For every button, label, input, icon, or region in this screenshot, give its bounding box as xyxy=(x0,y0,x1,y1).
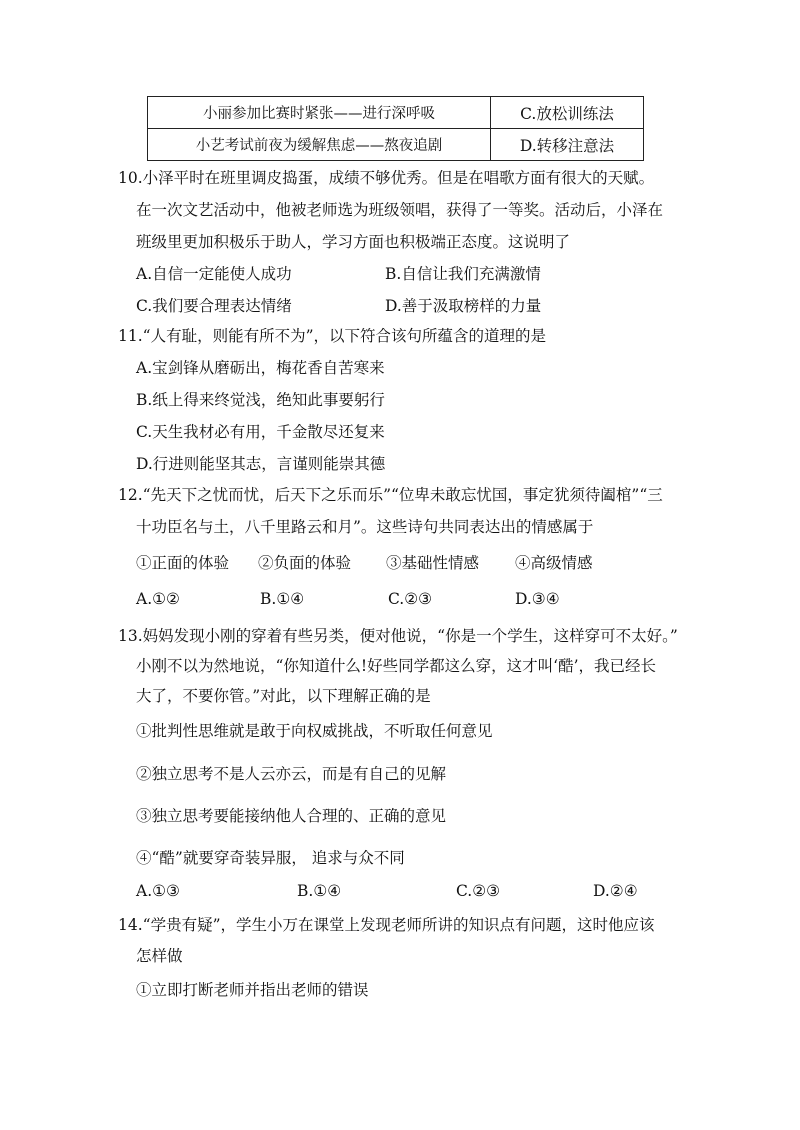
answer-table xyxy=(147,96,644,161)
q10-option-c: C.我们要合理表达情绪 xyxy=(136,297,292,315)
q11-option-b: B.纸上得来终觉浅，绝知此事要躬行 xyxy=(136,391,385,409)
q10-stem-line: 班级里更加积极乐于助人，学习方面也积极端正态度。这说明了 xyxy=(136,233,571,251)
table-cell: 小丽参加比赛时紧张——进行深呼吸 xyxy=(148,97,491,129)
q13-option-a: A.①③ xyxy=(136,882,180,900)
table-cell: C.放松训练法 xyxy=(491,97,644,129)
q10-stem-line: 在一次文艺活动中，他被老师选为班级领唱，获得了一等奖。活动后，小泽在 xyxy=(136,201,664,219)
q14-item-1: ①立即打断老师并指出老师的错误 xyxy=(136,981,369,999)
table-cell: D.转移注意法 xyxy=(491,129,644,161)
q14-stem-line: 怎样做 xyxy=(136,947,183,965)
table-cell: 小艺考试前夜为缓解焦虑——熬夜追剧 xyxy=(148,129,491,161)
q13-item-2: ②独立思考不是人云亦云，而是有自己的见解 xyxy=(136,765,447,783)
q13-stem-line: 小刚不以为然地说，“你知道什么!好些同学都这么穿，这才叫‘酷’，我已经长 xyxy=(136,657,657,675)
q12-option-b: B.①④ xyxy=(260,590,305,608)
q14-stem-line: 14.“学贵有疑”，学生小万在课堂上发现老师所讲的知识点有问题，这时他应该 xyxy=(118,916,655,934)
q10-option-d: D.善于汲取榜样的力量 xyxy=(385,297,542,315)
q12-item-1: ①正面的体验 xyxy=(136,554,230,572)
q12-item-2: ②负面的体验 xyxy=(258,554,352,572)
table-row xyxy=(148,97,644,129)
q12-option-d: D.③④ xyxy=(515,590,560,608)
q10-option-b: B.自信让我们充满激情 xyxy=(385,265,541,283)
q12-item-3: ③基础性情感 xyxy=(386,554,480,572)
q12-option-c: C.②③ xyxy=(388,590,433,608)
q13-option-c: C.②③ xyxy=(456,882,501,900)
q13-item-3: ③独立思考要能接纳他人合理的、正确的意见 xyxy=(136,807,447,825)
q13-stem-line: 大了，不要你管。”对此，以下理解正确的是 xyxy=(136,687,431,705)
q12-item-4: ④高级情感 xyxy=(515,554,593,572)
q13-item-1: ①批判性思维就是敢于向权威挑战，不听取任何意见 xyxy=(136,722,493,740)
q10-stem-line: 10.小泽平时在班里调皮捣蛋，成绩不够优秀。但是在唱歌方面有很大的天赋。 xyxy=(118,169,655,187)
q13-option-d: D.②④ xyxy=(593,882,638,900)
q11-stem: 11.“人有耻，则能有所不为”，以下符合该句所蕴含的道理的是 xyxy=(118,327,547,345)
q10-option-a: A.自信一定能使人成功 xyxy=(136,265,292,283)
q11-option-c: C.天生我材必有用，千金散尽还复来 xyxy=(136,423,385,441)
q13-stem-line: 13.妈妈发现小刚的穿着有些另类，便对他说，“你是一个学生，这样穿可不太好。” xyxy=(118,627,678,645)
q13-option-b: B.①④ xyxy=(297,882,342,900)
q12-stem-line: 十功臣名与土，八千里路云和月”。这些诗句共同表达出的情感属于 xyxy=(136,518,594,536)
q12-stem-line: 12.“先天下之忧而忧，后天下之乐而乐”“位卑未敢忘忧国，事定犹须待阖棺”“三 xyxy=(118,486,663,504)
table-row xyxy=(148,129,644,161)
q11-option-a: A.宝剑锋从磨砺出，梅花香自苦寒来 xyxy=(136,359,385,377)
q13-item-4: ④“酷”就要穿奇装异服， 追求与众不同 xyxy=(136,849,405,867)
q12-option-a: A.①② xyxy=(136,590,180,608)
q11-option-d: D.行进则能坚其志，言谨则能崇其德 xyxy=(136,455,386,473)
